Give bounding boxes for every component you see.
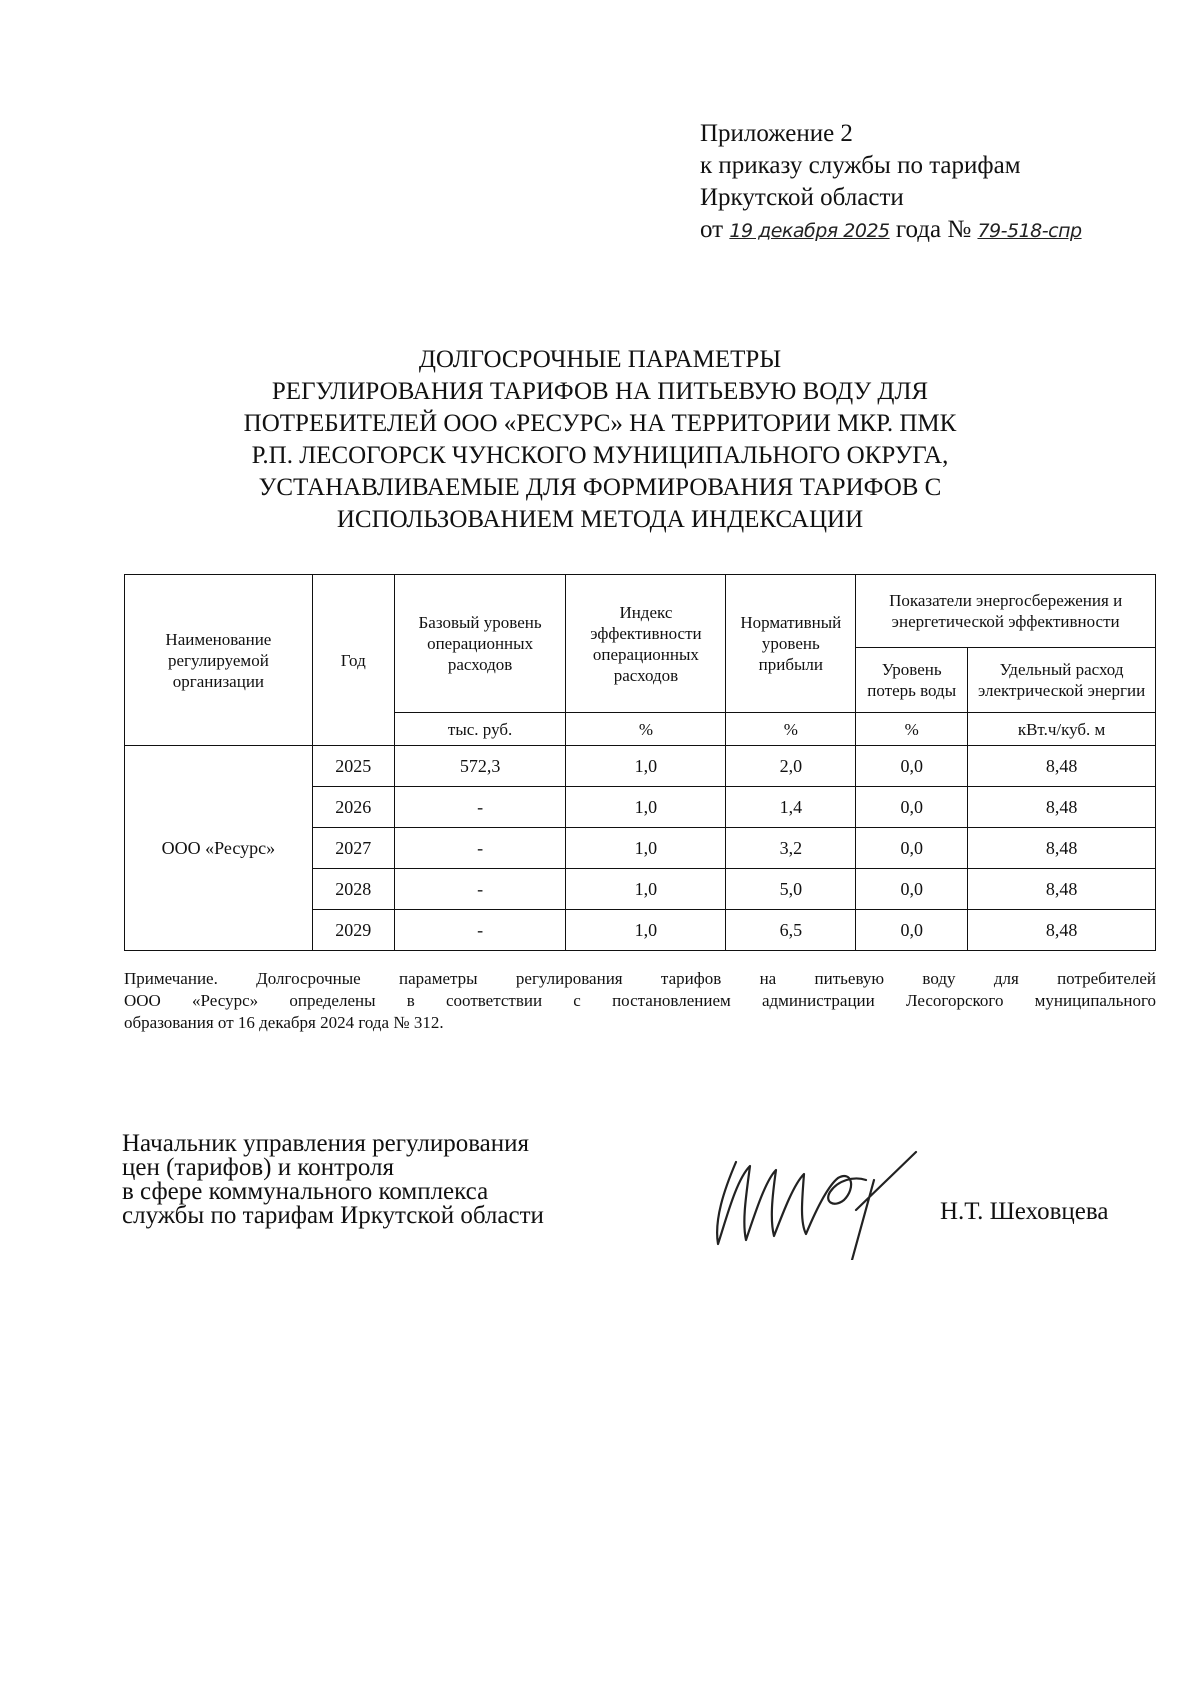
cell-loss: 0,0 (856, 828, 968, 869)
cell-year: 2025 (312, 746, 394, 787)
cell-base: - (394, 787, 566, 828)
from-word: от (700, 216, 724, 243)
cell-spec: 8,48 (968, 910, 1156, 951)
cell-loss: 0,0 (856, 746, 968, 787)
cell-base: - (394, 869, 566, 910)
handwritten-signature (706, 1140, 936, 1260)
note-line: образования от 16 декабря 2024 года № 312. (124, 1013, 444, 1032)
cell-year: 2026 (312, 787, 394, 828)
cell-index: 1,0 (566, 910, 726, 951)
appendix-date-line (700, 214, 1082, 247)
signer-line: в сфере коммунального комплекса (122, 1178, 489, 1205)
signee-name: Н.Т. Шеховцева (940, 1198, 1109, 1225)
signer-line: цен (тарифов) и контроля (122, 1154, 394, 1181)
document-title (150, 344, 1050, 536)
title-line: РЕГУЛИРОВАНИЯ ТАРИФОВ НА ПИТЬЕВУЮ ВОДУ ДЛЯ (271, 378, 929, 405)
cell-loss: 0,0 (856, 910, 968, 951)
title-line: УСТАНАВЛИВАЕМЫЕ ДЛЯ ФОРМИРОВАНИЯ ТАРИФОВ С (258, 474, 942, 501)
cell-norm: 3,2 (726, 828, 856, 869)
header-base-level: Базовый уровень операционных расходов (394, 575, 566, 713)
note-line: ООО «Ресурс» определены в соответствии с постановлением администрации Лесогорского муниципального (124, 991, 1156, 1010)
signer-line: Начальник управления регулирования (122, 1130, 530, 1157)
header-organization: Наименование регулируемой организации (125, 575, 313, 746)
organization-cell: ООО «Ресурс» (125, 746, 313, 951)
unit-loss: % (856, 713, 968, 746)
cell-base: 572,3 (394, 746, 566, 787)
title-line: ПОТРЕБИТЕЛЕЙ ООО «РЕСУРС» НА ТЕРРИТОРИИ МКР. ПМК (243, 410, 957, 437)
title-line: ИСПОЛЬЗОВАНИЕМ МЕТОДА ИНДЕКСАЦИИ (336, 506, 864, 533)
cell-spec: 8,48 (968, 787, 1156, 828)
unit-index: % (566, 713, 726, 746)
handwritten-date: 19 декабря 2025 (729, 220, 890, 242)
cell-base: - (394, 828, 566, 869)
header-water-loss: Уровень потерь воды (856, 648, 968, 713)
cell-spec: 8,48 (968, 746, 1156, 787)
title-line: ДОЛГОСРОЧНЫЕ ПАРАМЕТРЫ (418, 346, 782, 373)
signer-line: службы по тарифам Иркутской области (122, 1202, 544, 1229)
cell-spec: 8,48 (968, 869, 1156, 910)
header-specific-consumption: Удельный расход электрической энергии (968, 648, 1156, 713)
unit-spec: кВт.ч/куб. м (968, 713, 1156, 746)
year-number-word: года № (895, 216, 972, 243)
title-line: Р.П. ЛЕСОГОРСК ЧУНСКОГО МУНИЦИПАЛЬНОГО ОКРУГА, (251, 442, 949, 469)
appendix-block (700, 118, 1082, 247)
cell-loss: 0,0 (856, 787, 968, 828)
handwritten-order-number: 79-518-спр (977, 220, 1082, 242)
appendix-order-ref: к приказу службы по тарифам (700, 152, 1021, 179)
cell-index: 1,0 (566, 746, 726, 787)
cell-norm: 1,4 (726, 787, 856, 828)
cell-loss: 0,0 (856, 869, 968, 910)
parameters-table (124, 574, 1156, 951)
cell-base: - (394, 910, 566, 951)
note-line: Примечание. Долгосрочные параметры регулирования тарифов на питьевую воду для потребителей (124, 969, 1156, 988)
header-energy-group: Показатели энергосбережения и энергетической эффективности (856, 575, 1156, 648)
cell-index: 1,0 (566, 869, 726, 910)
cell-year: 2027 (312, 828, 394, 869)
cell-index: 1,0 (566, 828, 726, 869)
cell-spec: 8,48 (968, 828, 1156, 869)
table-note (124, 968, 1156, 1034)
cell-norm: 6,5 (726, 910, 856, 951)
signer-position (122, 1132, 544, 1228)
cell-year: 2028 (312, 869, 394, 910)
appendix-title: Приложение 2 (700, 120, 853, 147)
unit-norm: % (726, 713, 856, 746)
header-year: Год (312, 575, 394, 746)
cell-norm: 5,0 (726, 869, 856, 910)
header-efficiency-index: Индекс эффективности операционных расходов (566, 575, 726, 713)
appendix-region: Иркутской области (700, 184, 904, 211)
cell-norm: 2,0 (726, 746, 856, 787)
header-normative-profit: Нормативный уровень прибыли (726, 575, 856, 713)
unit-base: тыс. руб. (394, 713, 566, 746)
table-row (125, 746, 1156, 787)
cell-index: 1,0 (566, 787, 726, 828)
cell-year: 2029 (312, 910, 394, 951)
